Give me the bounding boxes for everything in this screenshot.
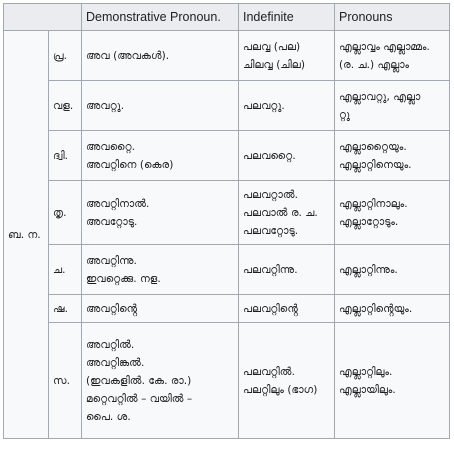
indefinite-cell: പലവറ്റൈ. [239, 131, 335, 181]
case-label: ച. [49, 245, 82, 295]
pronouns-cell: എല്ലാവറ്റു, എല്ലാ റ്റു [335, 81, 450, 131]
demonstrative-cell: അവറ്റിൽ. അവറ്റിങ്കൽ. (ഇവകളിൽ. കേ. രാ.) മറ്റെവറ്റിൽ – വയിൽ – പൈ. ശ. [82, 323, 239, 439]
indefinite-cell: പലവ്വ (പല) ചിലവ്വ (ചില) [239, 31, 335, 81]
indefinite-cell: പലവറ്റിൻ്റെ [239, 295, 335, 323]
table-row [4, 245, 450, 295]
demonstrative-cell: അവ (അവകൾ). [82, 31, 239, 81]
header-pronouns: Pronouns [335, 4, 450, 31]
case-label: തൃ. [49, 181, 82, 245]
pronouns-cell: എല്ലാറ്റിന്നും. [335, 245, 450, 295]
table-row [4, 131, 450, 181]
demonstrative-cell: അവറ്റിന്നു. ഇവറ്റെക്കു. നള. [82, 245, 239, 295]
case-label: പ്ര. [49, 31, 82, 81]
table-row [4, 181, 450, 245]
indefinite-cell: പലവറ്റു. [239, 81, 335, 131]
pronouns-cell: എല്ലാവ്വം എല്ലാമ്മം. (ര. ച.) എല്ലാം [335, 31, 450, 81]
demonstrative-cell: അവറ്റിനാൽ. അവറ്റോടു. [82, 181, 239, 245]
pronouns-cell: എല്ലാറ്റൈയും. എല്ലാറ്റിനെയും. [335, 131, 450, 181]
indefinite-cell: പലവറ്റിൽ. പലറ്റിലും (ഭാഗ) [239, 323, 335, 439]
pronoun-declension-table [3, 3, 450, 439]
indefinite-cell: പലവറ്റാൽ. പലവാൽ ര. ച. പലവറ്റോടു. [239, 181, 335, 245]
pronouns-cell: എല്ലാറ്റിൻ്റെയും. [335, 295, 450, 323]
pronouns-cell: എല്ലാറ്റിലും. എല്ലായിലും. [335, 323, 450, 439]
table-row [4, 31, 450, 81]
table-row [4, 323, 450, 439]
case-label: ദ്വി. [49, 131, 82, 181]
header-blank [4, 4, 82, 31]
group-label: ബ. ന. [4, 31, 49, 439]
table-row [4, 295, 450, 323]
case-label: സ. [49, 323, 82, 439]
case-label: വള. [49, 81, 82, 131]
demonstrative-cell: അവറ്റു. [82, 81, 239, 131]
header-indefinite: Indefinite [239, 4, 335, 31]
demonstrative-cell: അവറ്റൈ. അവറ്റിനെ (കെര) [82, 131, 239, 181]
indefinite-cell: പലവറ്റിന്നു. [239, 245, 335, 295]
table-row [4, 81, 450, 131]
header-demonstrative: Demonstrative Pronoun. [82, 4, 239, 31]
pronouns-cell: എല്ലാറ്റിനാലും. എല്ലാറ്റോടും. [335, 181, 450, 245]
case-label: ഷ. [49, 295, 82, 323]
demonstrative-cell: അവറ്റിൻ്റെ [82, 295, 239, 323]
header-row [4, 4, 450, 31]
